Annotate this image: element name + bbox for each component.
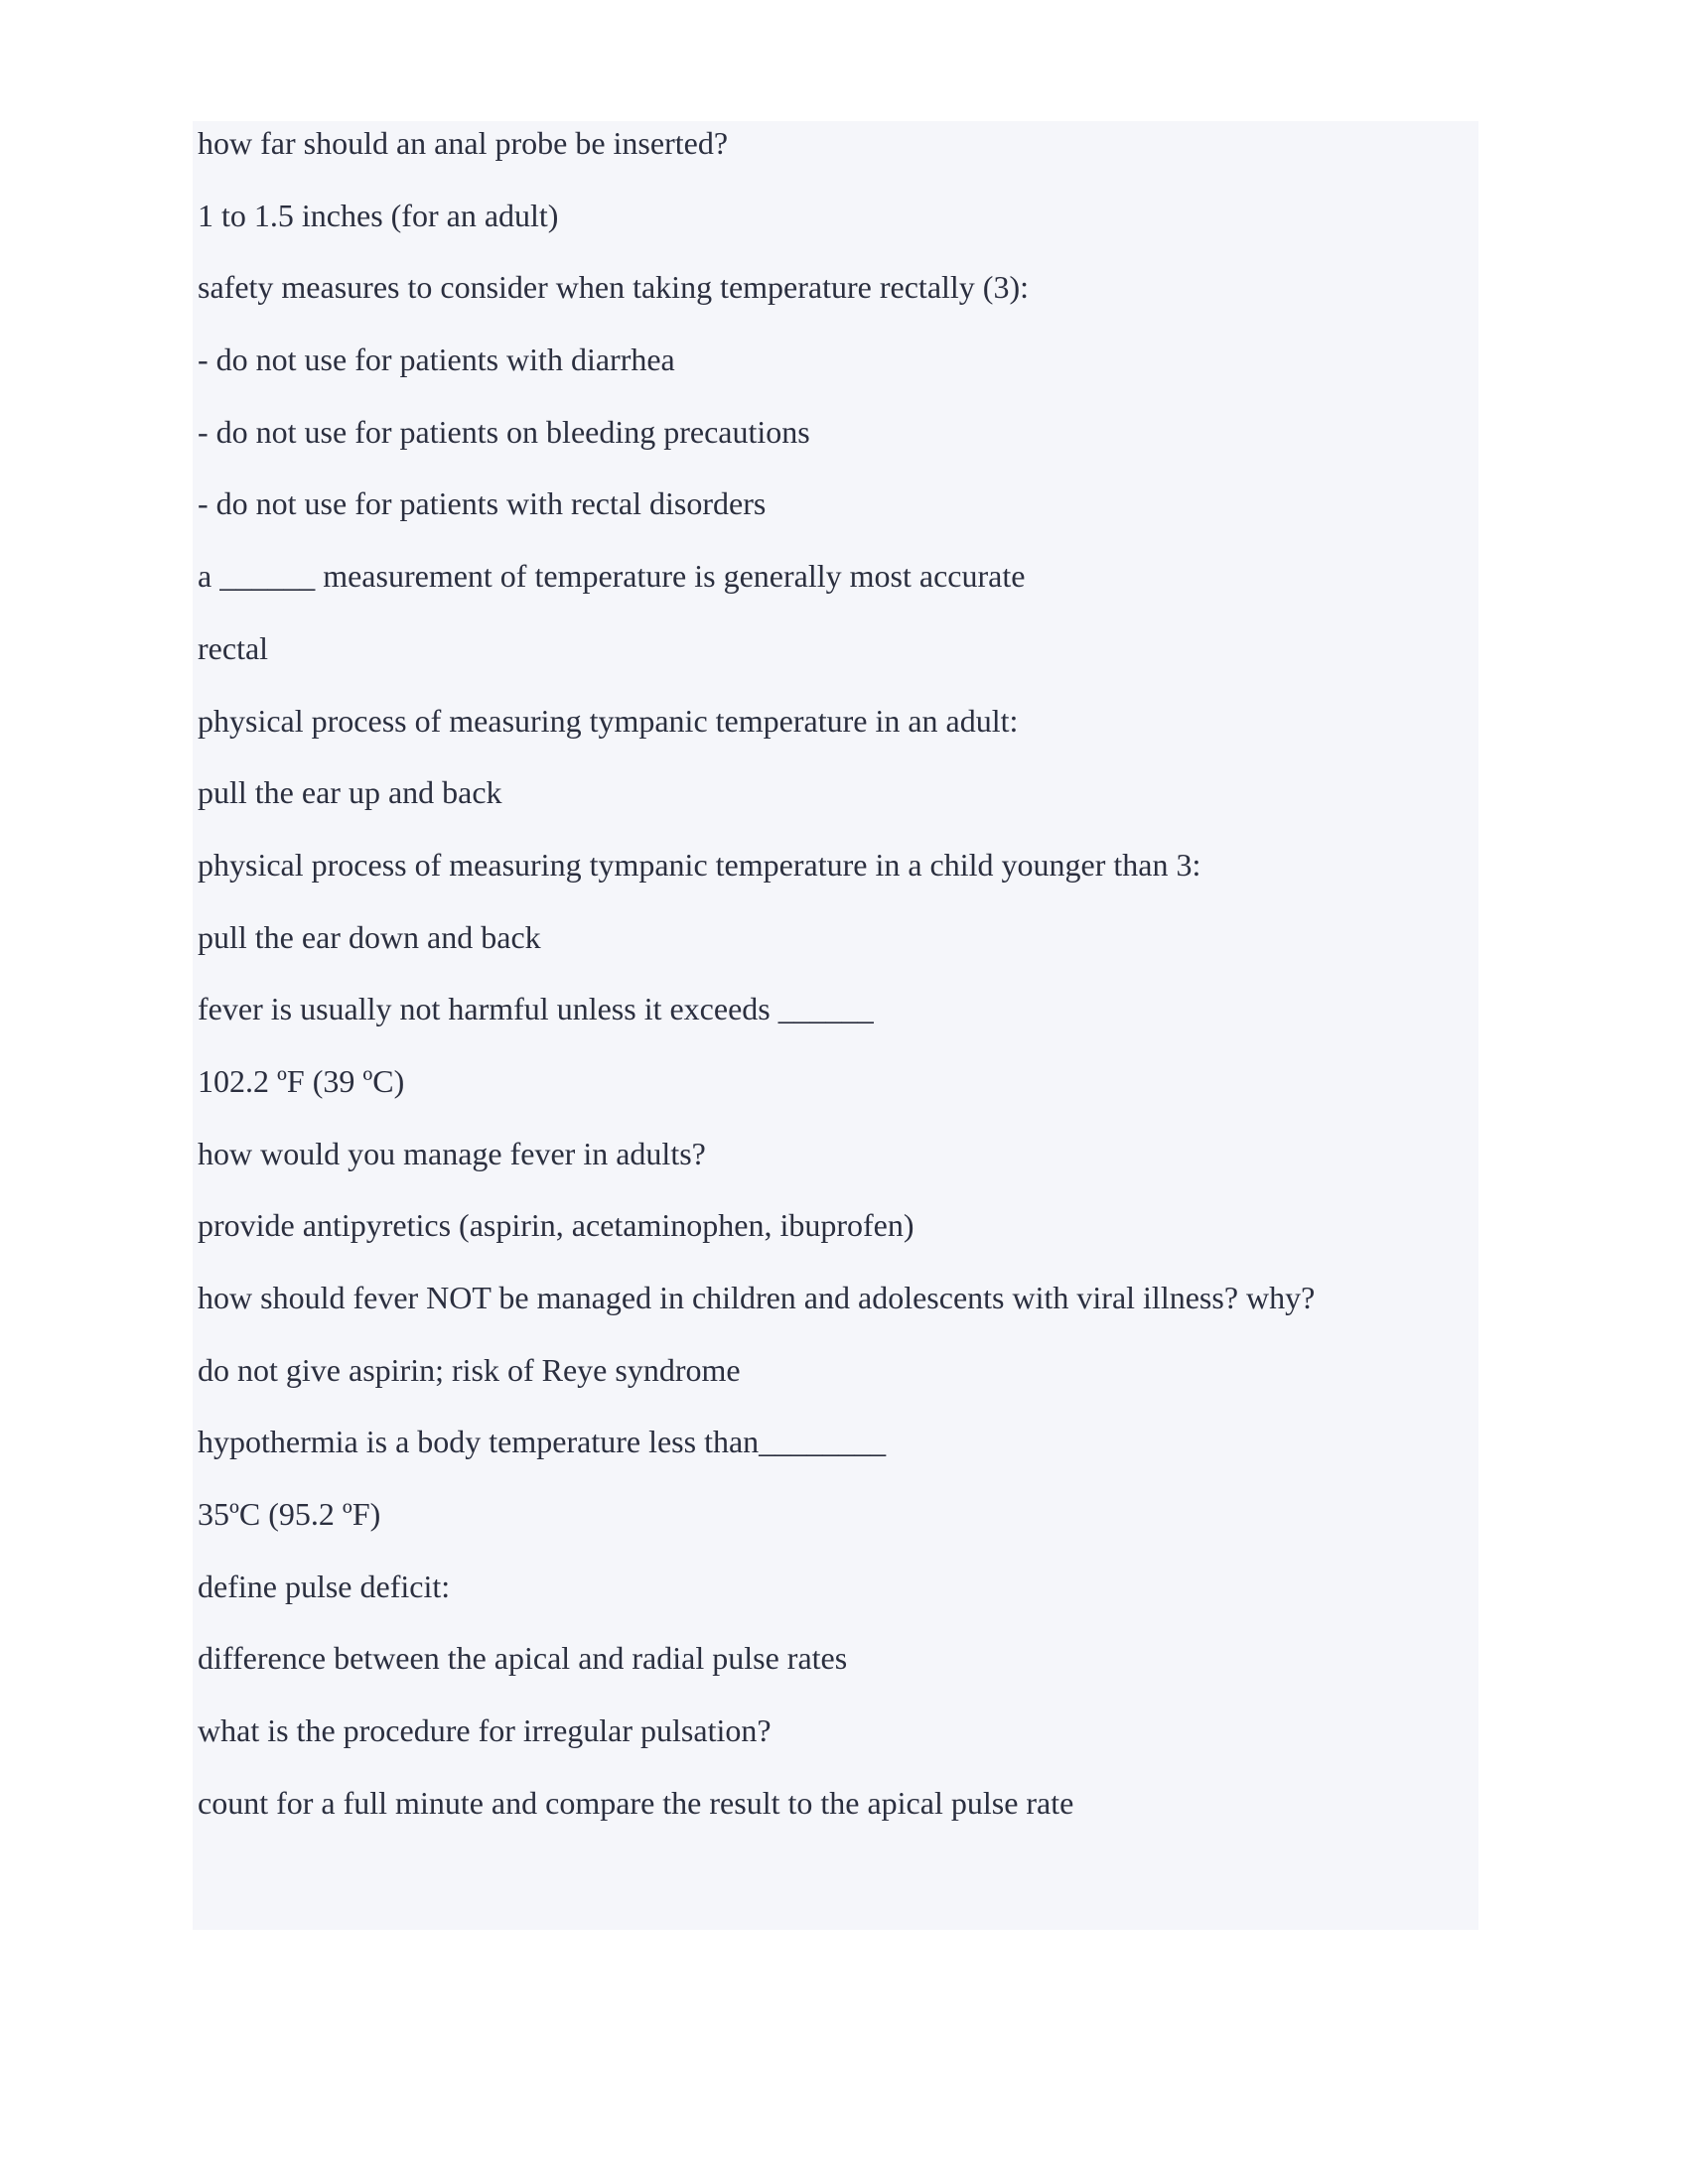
flashcard-term: physical process of measuring tympanic temperature in a child younger than 3:	[198, 846, 1201, 883]
flashcard-term: - do not use for patients on bleeding precautions	[198, 413, 810, 450]
flashcard-definition: rectal	[198, 629, 269, 666]
flashcard-definition: 35ºC (95.2 ºF)	[198, 1496, 381, 1533]
flashcard-definition: difference between the apical and radial pulse rates	[198, 1640, 848, 1677]
flashcard-definition: count for a full minute and compare the result to the apical pulse rate	[198, 1784, 1074, 1821]
flashcard-term: what is the procedure for irregular pulsation?	[198, 1712, 772, 1749]
flashcard-definition: 1 to 1.5 inches (for an adult)	[198, 197, 559, 233]
flashcard-definition: pull the ear down and back	[198, 918, 541, 955]
flashcard-term: hypothermia is a body temperature less than________	[198, 1424, 887, 1460]
flashcard-definition: - do not use for patients with rectal disorders	[198, 485, 767, 522]
flashcard-term: define pulse deficit:	[198, 1568, 451, 1604]
flashcard-term: how should fever NOT be managed in children and adolescents with viral illness? why?	[198, 1280, 1316, 1315]
flashcard-definition: pull the ear up and back	[198, 774, 502, 811]
flashcard-definition: provide antipyretics (aspirin, acetaminophen, ibuprofen)	[198, 1207, 914, 1244]
flashcard-text-list	[198, 121, 1315, 1853]
flashcard-term: a ______ measurement of temperature is generally most accurate	[198, 558, 1026, 595]
flashcard-term: how would you manage fever in adults?	[198, 1135, 706, 1171]
flashcard-term: fever is usually not harmful unless it exceeds ______	[198, 991, 874, 1027]
flashcard-definition: do not give aspirin; risk of Reye syndrome	[198, 1351, 741, 1388]
flashcard-term: how far should an anal probe be inserted?	[198, 125, 729, 161]
flashcard-definition: 102.2 ºF (39 ºC)	[198, 1062, 405, 1099]
flashcard-term: safety measures to consider when taking temperature rectally (3):	[198, 269, 1029, 306]
flashcard-definition: - do not use for patients with diarrhea	[198, 341, 675, 378]
flashcard-term: physical process of measuring tympanic temperature in an adult:	[198, 702, 1019, 739]
